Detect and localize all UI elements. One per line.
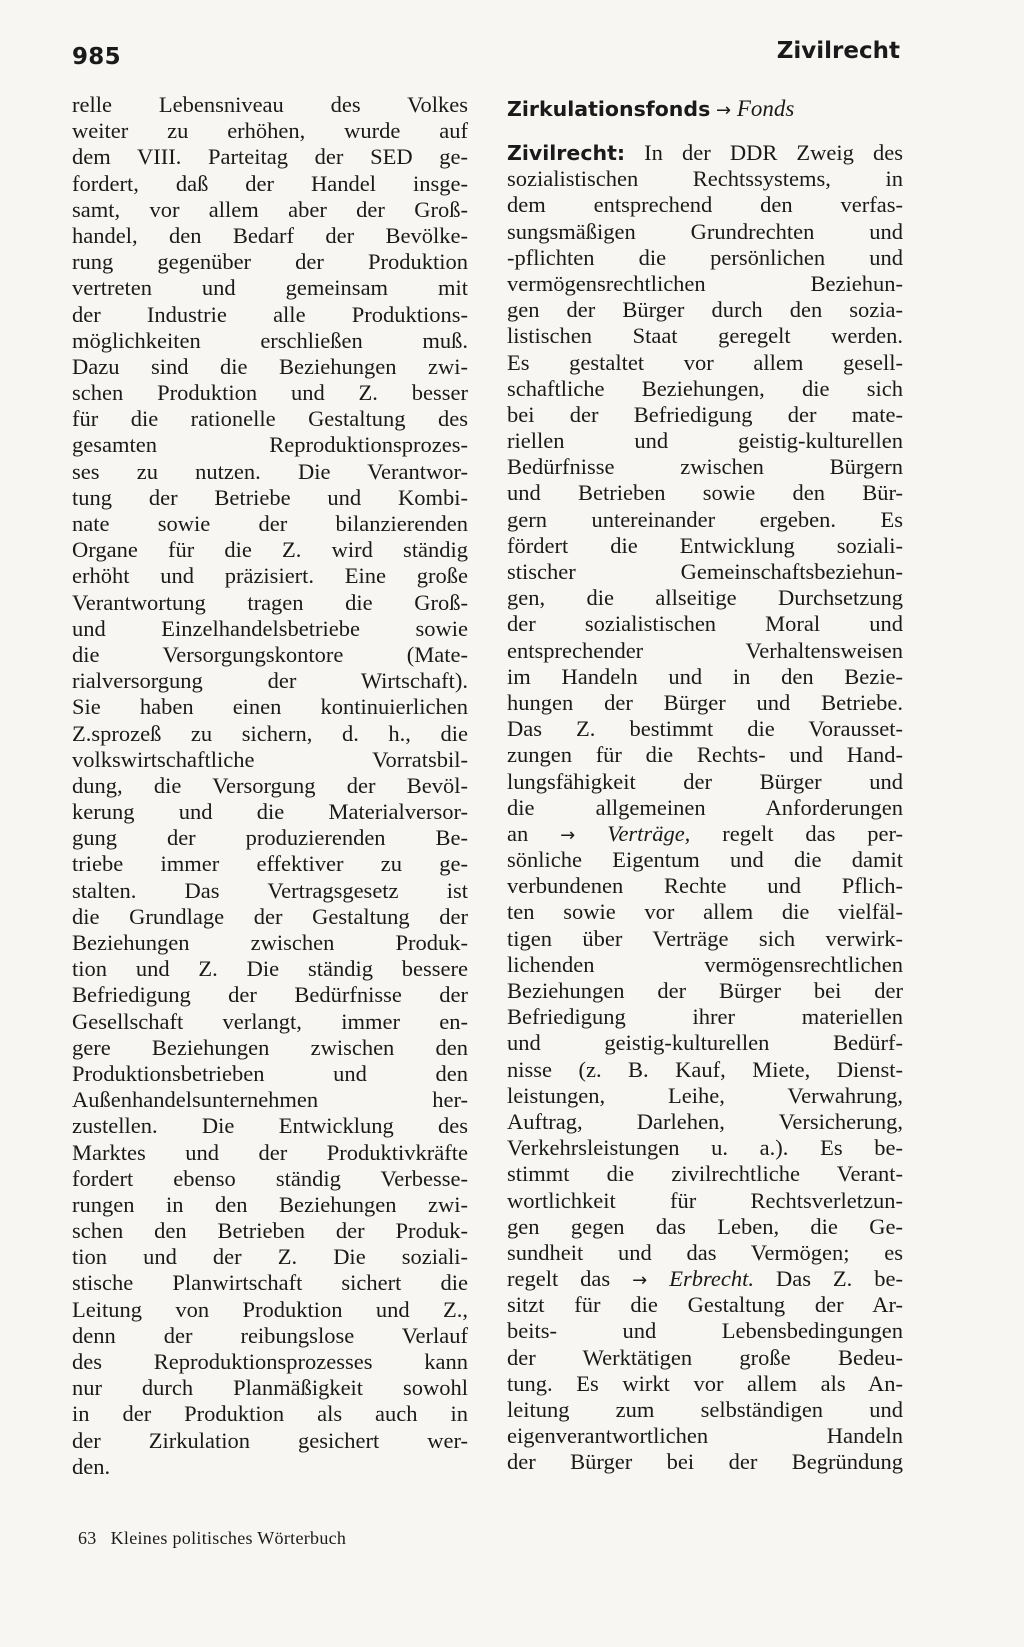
paragraph-part-2: [507, 847, 903, 1266]
text-line: der Werktätigen große Bedeu-: [507, 1344, 903, 1370]
text-line: fordert ebenso ständig Verbesse-: [72, 1165, 468, 1191]
text-line: tung der Betriebe und Kombi-: [72, 484, 468, 510]
text-line: tigen über Verträge sich verwirk-: [507, 925, 903, 951]
text-line: nur durch Planmäßigkeit sowohl: [72, 1375, 468, 1401]
text-line: tion und der Z. Die soziali-: [72, 1244, 468, 1270]
text-line: hungen der Bürger und Betriebe.: [507, 689, 903, 715]
paragraph-part-3: [507, 1292, 903, 1475]
text-line: tung. Es wirkt vor allem als An-: [507, 1370, 903, 1396]
book-title: Kleines politisches Wörterbuch: [110, 1528, 347, 1548]
text-line: der Industrie alle Produktions-: [72, 301, 468, 327]
text-line: eigenverantwortlichen Handeln: [507, 1423, 903, 1449]
entry-term: Zivilrecht:: [507, 141, 626, 165]
text-line: gere Beziehungen zwischen den: [72, 1034, 468, 1060]
text-line: zungen für die Rechts- und Hand-: [507, 742, 903, 768]
text-line: möglichkeiten erschließen muß.: [72, 327, 468, 353]
text-line: triebe immer effektiver zu ge-: [72, 851, 468, 877]
text-line: gesamten Reproduktionsprozes-: [72, 432, 468, 458]
text-line: stische Planwirtschaft sichert die: [72, 1270, 468, 1296]
entry-zirkulationsfonds: [507, 94, 903, 126]
text-line: sitzt für die Gestaltung der Ar-: [507, 1292, 903, 1318]
sheet-signature: 63: [78, 1528, 97, 1548]
text-line: riellen und geistig-kulturellen: [507, 428, 903, 454]
paragraph-part-1: [507, 166, 903, 821]
text-line: der Zirkulation gesichert wer-: [72, 1427, 468, 1453]
text-line: sozialistischen Rechtssystems, in: [507, 166, 903, 192]
text-line: die allgemeinen Anforderungen: [507, 794, 903, 820]
text-line: Beziehungen zwischen Produk-: [72, 930, 468, 955]
text-line: entsprechender Verhaltensweisen: [507, 637, 903, 663]
text-line: Verantwortung tragen die Groß-: [72, 589, 468, 615]
text-line: Dazu sind die Beziehungen zwi-: [72, 353, 468, 379]
text-line: handel, den Bedarf der Bevölke-: [72, 222, 468, 248]
footer: [78, 1528, 360, 1549]
text-line: den.: [72, 1453, 111, 1479]
text-line: Es gestaltet vor allem gesell-: [507, 349, 903, 375]
text-line: dung, die Versorgung der Bevöl-: [72, 772, 468, 798]
text-line: leistungen, Leihe, Verwahrung,: [507, 1082, 903, 1108]
text-line: stalten. Das Vertragsgesetz ist: [72, 877, 468, 903]
text-line: stischer Gemeinschaftsbeziehun-: [507, 559, 903, 584]
text-line: dem entsprechend den verfas-: [507, 192, 903, 218]
text-line: kerung und die Materialversor-: [72, 799, 468, 825]
text-line: Befriedigung ihrer materiellen: [507, 1004, 903, 1030]
running-head: Zivilrecht: [776, 38, 900, 64]
text-line: für die rationelle Gestaltung des: [72, 406, 468, 432]
text-line: listischen Staat geregelt werden.: [507, 323, 903, 349]
text-line: Bedürfnisse zwischen Bürgern: [507, 454, 903, 480]
text-line: vertreten und gemeinsam mit: [72, 275, 468, 301]
text-line: Produktionsbetrieben und den: [72, 1060, 468, 1086]
text-line: leitung zum selbständigen und: [507, 1397, 903, 1422]
text-line: in der Produktion als auch in: [72, 1401, 468, 1427]
text-line: sungsmäßigen Grundrechten und: [507, 218, 903, 244]
text-line: fördert die Entwicklung soziali-: [507, 532, 903, 558]
text-line: ten sowie vor allem die vielfäl-: [507, 899, 903, 925]
text-line: wortlichkeit für Rechtsverletzun-: [507, 1187, 903, 1213]
text-line: gung der produzierenden Be-: [72, 825, 468, 851]
text-line: der Bürger bei der Begründung: [507, 1449, 903, 1475]
text-line: im Handeln und in den Bezie-: [507, 663, 903, 689]
text-line: Verkehrsleistungen u. a.). Es be-: [507, 1135, 903, 1161]
text-line: die Versorgungskontore (Mate-: [72, 641, 468, 667]
text-line: Zivilrecht: In der DDR Zweig des: [507, 140, 903, 165]
text-line: und Einzelhandelsbetriebe sowie: [72, 615, 468, 641]
text-line: Leitung von Produktion und Z.,: [72, 1296, 468, 1322]
text-line: volkswirtschaftliche Vorratsbil-: [72, 746, 468, 772]
left-column: [72, 92, 468, 1480]
text-line: des Reproduktionsprozesses kann: [72, 1349, 468, 1374]
text-line: rialversorgung der Wirtschaft).: [72, 668, 468, 694]
text-line: rung gegenüber der Produktion: [72, 249, 468, 275]
cross-reference-arrow-icon: →: [632, 1270, 648, 1292]
entry-zivilrecht: [507, 140, 903, 1476]
text-line: gern untereinander ergeben. Es: [507, 506, 903, 532]
text-line: schaftliche Beziehungen, die sich: [507, 375, 903, 401]
text-line: Befriedigung der Bedürfnisse der: [72, 982, 468, 1008]
cross-reference-arrow-icon: →: [560, 824, 576, 846]
text-line: relle Lebensniveau des Volkes: [72, 92, 468, 117]
text-line: schen Produktion und Z. besser: [72, 380, 468, 406]
text-line: Organe für die Z. wird ständig: [72, 537, 468, 563]
text-line: Gesellschaft verlangt, immer en-: [72, 1008, 468, 1034]
text-line: beits- und Lebensbedingungen: [507, 1318, 903, 1344]
text-line: gen der Bürger durch den sozia-: [507, 297, 903, 323]
text-line: nisse (z. B. Kauf, Miete, Dienst-: [507, 1056, 903, 1082]
text-line: Beziehungen der Bürger bei der: [507, 978, 903, 1003]
text-line: erhöht und präzisiert. Eine große: [72, 563, 468, 589]
right-column: [507, 92, 903, 1476]
text-line: gen, die allseitige Durchsetzung: [507, 585, 903, 611]
text-line: Marktes und der Produktivkräfte: [72, 1139, 468, 1165]
text-line: sönliche Eigentum und die damit: [507, 847, 903, 873]
text-line: verbundenen Rechte und Pflich-: [507, 873, 903, 899]
text-line: samt, vor allem aber der Groß-: [72, 196, 468, 222]
text-line: und Betrieben sowie den Bür-: [507, 480, 903, 506]
cross-reference-link[interactable]: Fonds: [736, 96, 795, 121]
text-line: ses zu nutzen. Die Verantwor-: [72, 458, 468, 484]
text-line: denn der reibungslose Verlauf: [72, 1322, 468, 1348]
text-line: Sie haben einen kontinuierlichen: [72, 694, 468, 720]
text-line: Z.sprozeß zu sichern, d. h., die: [72, 720, 468, 746]
text-line: fordert, daß der Handel insge-: [72, 170, 468, 196]
text-line: stimmt die zivilrechtliche Verant-: [507, 1161, 903, 1187]
text-line: an → Verträge, regelt das per-: [507, 820, 904, 846]
cross-reference-arrow-icon: →: [716, 100, 732, 121]
text-line: lungsfähigkeit der Bürger und: [507, 768, 903, 794]
text-line: gen gegen das Leben, die Ge-: [507, 1213, 903, 1239]
text-line: zustellen. Die Entwicklung des: [72, 1113, 468, 1139]
text-line: tion und Z. Die ständig bessere: [72, 956, 468, 982]
cross-reference-link[interactable]: Erbrecht.: [669, 1266, 754, 1292]
text-line: lichenden vermögensrechtlichen: [507, 951, 903, 977]
page-number: 985: [72, 44, 121, 70]
text-line: schen den Betrieben der Produk-: [72, 1218, 468, 1244]
text-line: rungen in den Beziehungen zwi-: [72, 1191, 468, 1217]
text-line: bei der Befriedigung der mate-: [507, 401, 903, 427]
text-line: der sozialistischen Moral und: [507, 611, 903, 637]
text-line: und geistig-kulturellen Bedürf-: [507, 1030, 903, 1056]
cross-reference-link[interactable]: Verträge,: [607, 820, 691, 846]
text-line: sundheit und das Vermögen; es: [507, 1239, 903, 1265]
entry-term: Zirkulationsfonds: [507, 97, 711, 121]
text-line: vermögensrechtlichen Beziehun-: [507, 270, 903, 296]
text-line: die Grundlage der Gestaltung der: [72, 903, 468, 929]
text-line: regelt das → Erbrecht. Das Z. be-: [507, 1266, 903, 1292]
text-line: nate sowie der bilanzierenden: [72, 511, 468, 536]
text-line: Auftrag, Darlehen, Versicherung,: [507, 1108, 903, 1134]
text-line: Das Z. bestimmt die Vorausset-: [507, 716, 903, 742]
text-line: -pflichten die persönlichen und: [507, 244, 903, 270]
text-line: Außenhandelsunternehmen her-: [72, 1087, 468, 1113]
text-line: dem VIII. Parteitag der SED ge-: [72, 144, 468, 170]
text-line: weiter zu erhöhen, wurde auf: [72, 118, 468, 144]
